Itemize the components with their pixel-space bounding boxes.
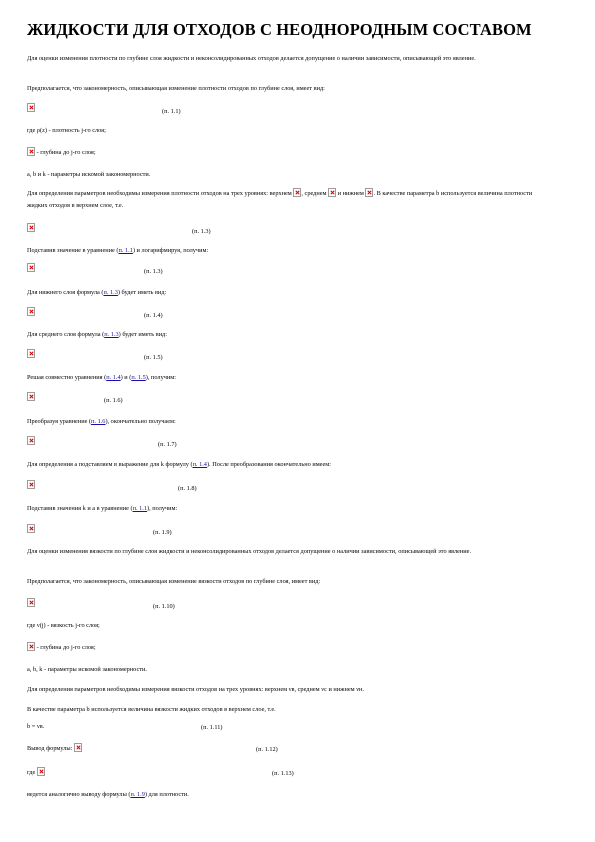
equation-number: (п. 1.8) (178, 485, 197, 492)
paragraph-where: где (27, 767, 45, 779)
paragraph-viscosity-law: Предполагается, что закономерность, описывающая изменение вязкости отходов по глубине слоя, имеет вид: (27, 578, 321, 585)
equation-number: (п. 1.5) (144, 354, 163, 361)
broken-image-icon (27, 307, 35, 316)
broken-image-icon (27, 263, 35, 272)
paragraph-middle-layer: Для среднего слоя формула (п. 1.3) будет иметь вид: (27, 331, 168, 338)
link-eq-1-4[interactable]: п. 1.4 (106, 374, 121, 381)
equation-number: (п. 1.10) (153, 603, 175, 610)
link-eq-1-5[interactable]: п. 1.5 (131, 374, 146, 381)
link-eq-1-4[interactable]: п. 1.4 (192, 461, 207, 468)
broken-image-icon (365, 188, 373, 197)
paragraph-where-rho: где ρ(z) - плотность j-го слоя; (27, 127, 106, 134)
equation-row-1-1 (27, 103, 35, 115)
equation-number: (п. 1.1) (162, 108, 181, 115)
paragraph-substitute: Подставив значение в уравнение (п. 1.1) и логарифмируя, получим: (27, 247, 209, 254)
equation-number: (п. 1.9) (153, 529, 172, 536)
broken-image-icon (328, 188, 336, 197)
paragraph-b-viscosity: В качестве параметра b используется величина вязкости жидких отходов в верхнем слое, т.е. (27, 706, 276, 713)
equation-number: (п. 1.12) (256, 746, 278, 753)
broken-image-icon (293, 188, 301, 197)
paragraph-depth: - глубина до j-го слоя; (27, 147, 96, 159)
equation-number: (п. 1.4) (144, 312, 163, 319)
link-eq-1-3[interactable]: п. 1.3 (103, 289, 118, 296)
paragraph-density-measure: Для определения параметров необходимы измерения плотности отходов на трех уровнях: верхнем , среднем и нижнем . В качестве параметра b используется величина плотности жидких отходов в верхнем слое, т.е. (27, 190, 533, 209)
broken-image-icon (27, 103, 35, 112)
equation-row-1-3 (27, 223, 35, 235)
equation-row-1-3b (27, 263, 35, 275)
equation-number: (п. 1.3) (192, 228, 211, 235)
equation-number: (п. 1.7) (158, 441, 177, 448)
paragraph-transform: Преобразуя уравнение (п. 1.6), окончательно получаем: (27, 418, 176, 425)
broken-image-icon (27, 436, 35, 445)
broken-image-icon (27, 349, 35, 358)
equation-row-1-11: b = νв. (27, 723, 45, 730)
paragraph-solving: Решая совместно уравнения (п. 1.4) и (п. 1.5), получим: (27, 374, 176, 381)
equation-row-1-4 (27, 307, 35, 319)
equation-row-1-10 (27, 598, 35, 610)
paragraph-density-intro: Для оценки изменения плотности по глубине слоя жидкости и неконсолидированных отходов делается допущение о наличии зависимости, описывающей это явление. (27, 55, 476, 62)
equation-number: (п. 1.3) (144, 268, 163, 275)
link-eq-1-3[interactable]: п. 1.3 (104, 331, 119, 338)
broken-image-icon (27, 642, 35, 651)
broken-image-icon (27, 392, 35, 401)
paragraph-density-law: Предполагается, что закономерность, описывающая изменение плотности отходов по глубине слоя, имеет вид: (27, 85, 325, 92)
equation-number: (п. 1.13) (272, 770, 294, 777)
paragraph-depth-2: - глубина до j-го слоя; (27, 642, 96, 654)
paragraph-viscosity-intro: Для оценки изменения вязкости по глубине слоя жидкости и неконсолидированных отходов делается допущение о наличии зависимости, описывающей это явление. (27, 548, 472, 555)
paragraph-substitute-k-a: Подставив значения k и a в уравнение (п. 1.1), получим: (27, 505, 178, 512)
paragraph-params: a, b и k - параметры искомой закономерности. (27, 171, 151, 178)
broken-image-icon (27, 223, 35, 232)
broken-image-icon (27, 480, 35, 489)
paragraph-lower-layer: Для нижнего слоя формула (п. 1.3) будет иметь вид: (27, 289, 167, 296)
link-eq-1-1[interactable]: п. 1.1 (118, 247, 133, 254)
equation-row-1-9 (27, 524, 35, 536)
broken-image-icon (27, 147, 35, 156)
equation-number: (п. 1.11) (201, 724, 223, 731)
paragraph-determine-a: Для определения a подставляем в выражение для k формулу (п. 1.4). После преобразования окончательно имеем: (27, 461, 331, 468)
paragraph-derivation: Вывод формулы: (27, 743, 82, 755)
page-title: ЖИДКОСТИ ДЛЯ ОТХОДОВ С НЕОДНОРОДНЫМ СОСТАВОМ (27, 20, 532, 39)
paragraph-where-nu: где ν(j) - вязкость j-го слоя; (27, 622, 100, 629)
broken-image-icon (74, 743, 82, 752)
link-eq-1-1[interactable]: п. 1.1 (132, 505, 148, 512)
equation-number: (п. 1.6) (104, 397, 123, 404)
equation-row-1-8 (27, 480, 35, 492)
paragraph-viscosity-measure: Для определения параметров необходимы измерения вязкости отходов на трех уровнях: верхнем νв, среднем νс и нижнем νн. (27, 686, 364, 693)
broken-image-icon (27, 598, 35, 607)
paragraph-analogous: ведется аналогично выводу формулы (п. 1.9) для плотности. (27, 791, 189, 798)
equation-row-1-5 (27, 349, 35, 361)
broken-image-icon (27, 524, 35, 533)
link-eq-1-6[interactable]: п. 1.6 (91, 418, 106, 425)
broken-image-icon (37, 767, 45, 776)
link-eq-1-9[interactable]: п. 1.9 (130, 791, 145, 798)
paragraph-params-2: a, b, k - параметры искомой закономерности. (27, 666, 147, 673)
equation-row-1-6 (27, 392, 35, 404)
equation-row-1-7 (27, 436, 35, 448)
